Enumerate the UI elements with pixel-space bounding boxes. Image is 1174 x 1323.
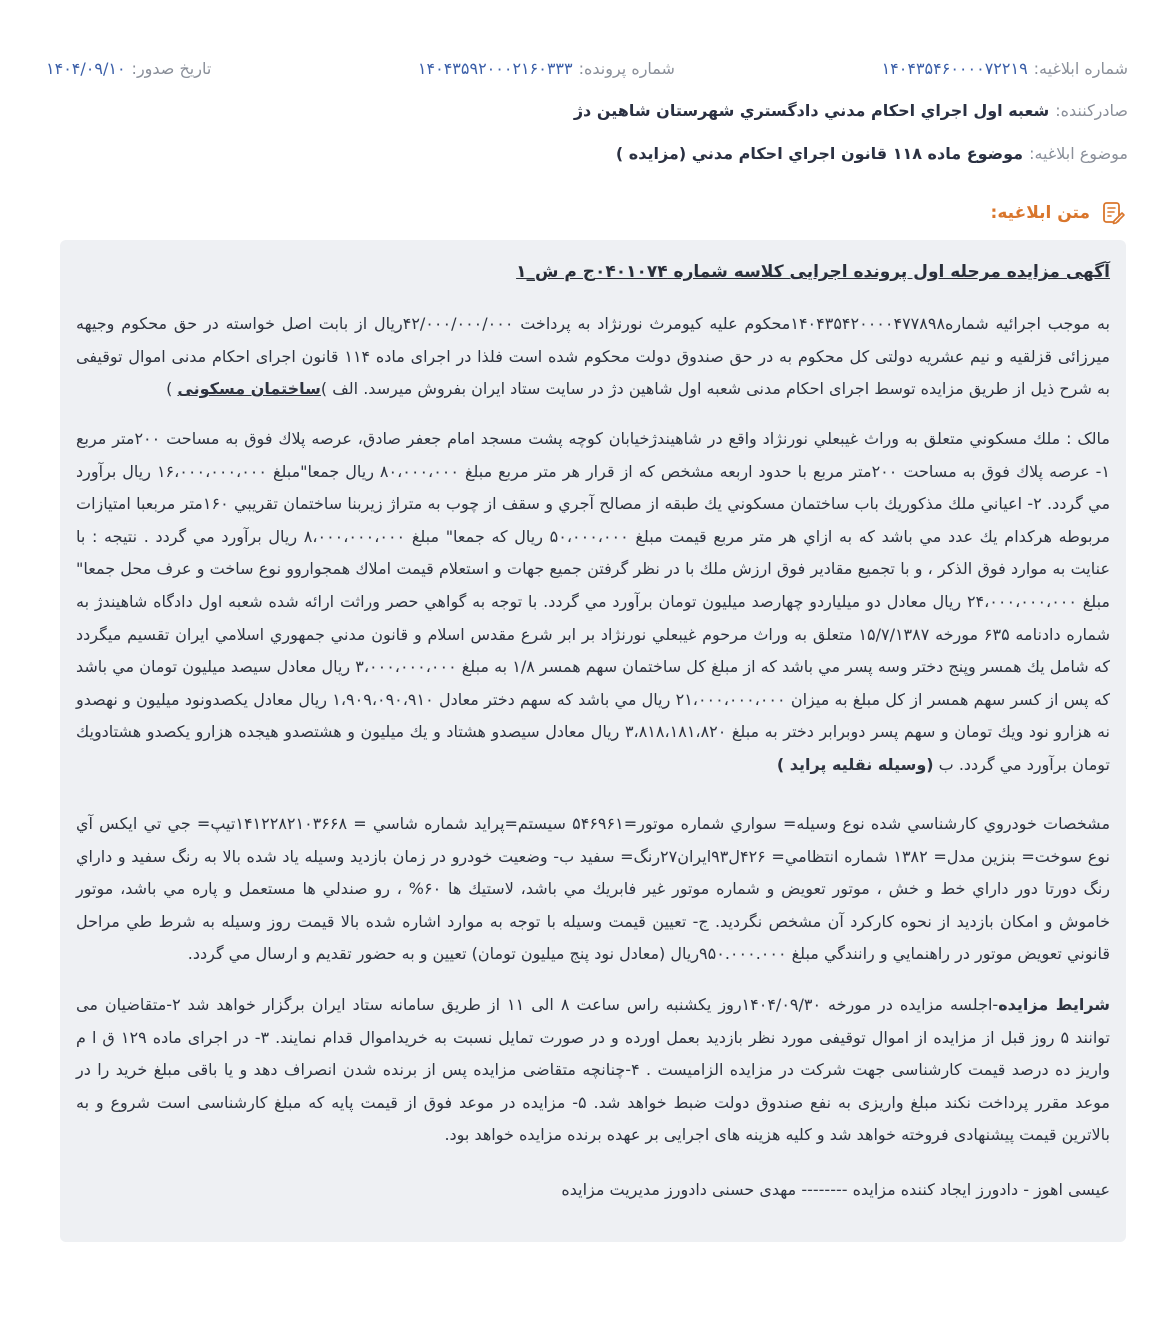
notice-number-label: شماره ابلاغیه: [1033,59,1128,78]
issue-date-label: تاریخ صدور: [131,59,212,78]
signature: عیسی اهوز - دادورز ایجاد کننده مزایده -------- مهدی حسنی دادورز مدیریت مزایده [561,1180,1110,1199]
paragraph-4-bold: شرایط مزایده [998,995,1111,1014]
subject-label: موضوع ابلاغیه: [1029,144,1128,163]
meta-row-subject [46,143,1128,165]
paragraph-auction-terms [76,989,1110,1152]
notice-body [60,240,1126,1242]
notice-number [882,58,1128,80]
paragraph-1-bold: ساختمان مسکونی [177,379,321,399]
paragraph-property [76,423,1110,782]
issuer [574,100,1128,122]
subject-value: موضوع ماده ۱۱۸ قانون اجراي احكام مدني (مزايده ) [615,144,1024,163]
subject [616,143,1128,165]
issuer-value: شعبه اول اجراي احكام مدني دادگستري شهرستان شاهين دژ [573,101,1050,120]
issue-date-value: ۱۴۰۴/۰۹/۱۰ [46,59,126,78]
case-number [418,58,675,80]
issue-date [46,58,211,80]
paragraph-vehicle [76,808,1110,971]
case-number-label: شماره پرونده: [578,59,675,78]
paragraph-1-end: ) [166,379,178,399]
notice-heading-label: متن ابلاغیه: [990,203,1090,223]
issuer-label: صادرکننده: [1055,101,1128,120]
paragraph-execution-order [76,308,1110,406]
notice-number-value: ۱۴۰۴۳۵۴۶۰۰۰۰۷۲۲۱۹ [881,59,1028,78]
case-number-value: ۱۴۰۴۳۵۹۲۰۰۰۲۱۶۰۳۳۳ [417,59,573,78]
meta-row-issuer [46,100,1128,122]
paragraph-2-text: مالک : ملك مسكوني متعلق به وراث غيبعلي نورنژاد واقع در شاهيندژخيابان كوچه پشت مسجد امام جعفر صادق، عرصه پلاك فوق به مساحت ۲۰۰متر مربع ۱- عرصه پلاك فوق به مساحت ۲۰۰متر مربع با حدود اربعه مشخص كه از قرار هر متر مربع مبلغ ۸۰،۰۰۰،۰۰۰ ريال جمعا"مبلغ ۱۶،۰۰۰،۰۰۰،۰۰۰ ريال برآورد مي گردد. ۲- اعياني ملك مذكوريك باب ساختمان مسكوني يك طبقه از مصالح آجري و سقف از چوب به متراژ زيربنا ساختمان تقريبي ۱۶۰متر مربعبا امتيازات مربوطه هركدام يك عدد مي باشد كه به ازاي هر متر مربع قيمت مبلغ ۵۰،۰۰۰،۰۰۰ ريال كه جمعا" مبلغ ۸،۰۰۰،۰۰۰،۰۰۰ ريال برآورد مي گردد . نتيجه : با عنايت به موارد فوق الذكر ، و با تجميع مقادير فوق ارزش ملك با در نظر گرفتن جميع جهات و استعلام قيمت املاك همجواروو نوع ساخت و عرف محل جمعا" مبلغ ۲۴،۰۰۰،۰۰۰،۰۰۰ ريال معادل دو ميلياردو چهارصد ميليون تومان برآورد مي گردد. با توجه به گواهي حصر وراثت ارائه شده شعبه اول دادگاه شاهيندژ به شماره دادنامه ۶۳۵ مورخه ۱۵/۷/۱۳۸۷ متعلق به وراث مرحوم غيبعلي نورنژاد بر ابر شرع مقدس اسلام و قانون مدني جمهوري اسلامي ايران تقسيم ميگردد كه شامل يك همسر وپنج دختر وسه پسر مي باشد كه از مبلغ كل ساختمان سهم همسر ۱/۸ به مبلغ ۳،۰۰۰،۰۰۰،۰۰۰ ريال معادل سيصد ميليون تومان مي باشد كه پس از كسر سهم همسر از كل مبلغ به ميزان ۲۱،۰۰۰،۰۰۰،۰۰۰ ريال مي باشد كه سهم دختر معادل ۱،۹۰۹،۰۹۰،۹۱۰ ريال معادل يكصدونود ميليون و نهصدو نه هزارو نود ويك تومان و سهم پسر دوبرابر دختر به مبلغ ۳،۸۱۸،۱۸۱،۸۲۰ ريال معادل سيصدو هشتاد و يك ميليون و هشتصدو هيجده هزارو يكصدو هشتادويك تومان برآورد مي گردد. ب [76,429,1111,774]
paragraph-1-text: به موجب اجرائیه شماره۱۴۰۴۳۵۴۲۰۰۰۰۴۷۷۸۹۸محکوم علیه کیومرث نورنژاد به پرداخت ۴۲/۰۰۰/۰۰۰/۰۰۰ریال از بابت اصل خواسته در حق محکوم وجیهه میرزائی قزلقیه و نیم عشریه دولتی کل محکوم به در حق صندوق دولت محکوم شده است فلذا در اجرای ماده ۱۱۴ قانون اجرای احکام مدنی اموال توقیفی به شرح ذیل از طریق مزایده توسط اجرای احکام مدنی شعبه اول شاهین دژ در سایت ستاد ایران بفروش میرسد. الف ) [76,314,1111,399]
paragraph-2-bold: (وسيله نقليه پرايد ) [776,754,934,774]
paragraph-3-text: مشخصات خودروي كارشناسي شده نوع وسيله= سواري شماره موتور=۵۴۶۹۶۱ سيستم=پرايد شماره شاسي = ۱۴۱۲۲۸۲۱۰۳۶۶۸تيپ= جي تي ايكس آي نوع سوخت= بنزين مدل= ۱۳۸۲ شماره انتظامي= ۴۲۶ل۹۳ايران۲۷رنگ= سفيد ب- وضعيت خودرو در زمان بازديد وسيله ياد شده بالا به رنگ سفيد و داراي رنگ دورتا دور داراي خط و خش ، موتور تعويض و شماره موتور غير فابريك مي باشد، لاستيك ها ۶۰% ، رو صندلي ها مستعمل و پاره مي باشد، موتور خاموش و امكان بازديد از نحوه كاركرد آن مشخص نگرديد. ج- تعيين قيمت وسيله با توجه به موارد اشاره شده بالا قيمت روز وسيله به شرط طي مراحل قانوني تعويض موتور در راهنمايي و رانندگي مبلغ ۹۵۰.۰۰۰.۰۰۰ريال (معادل نود پنج ميليون تومان) تعيين و به حضور تقديم و ارسال مي گردد. [76,814,1111,964]
notice-heading [991,200,1126,226]
paragraph-4-text: -اجلسه مزایده در مورخه ۱۴۰۴/۰۹/۳۰روز یکشنبه راس ساعت ۸ الی ۱۱ از طریق سامانه ستاد ایران برگزار خواهد شد ۲-متقاضیان می توانند ۵ روز قبل از مزایده از اموال توقیفی مورد نظر بازدید بعمل اورده و در صورت تمایل نسبت به خریداموال قدام نمایند. ۳- در اجرای ماده ۱۲۹ ق ا م واریز ده درصد قیمت کارشناسی جهت شرکت در مزایده الزامیست . ۴-چنانچه متقاضی مزایده پس از برنده شدن انصراف دهد و یا باقی مبلغ خرید را در موعد مقرر پرداخت نکند مبلغ واریزی به نفع صندوق دولت ضبط خواهد شد. ۵- مزایده در موعد فوق از قیمت پایه که مبلغ کارشناسی است شروع و به بالاترین قیمت پیشنهادی فروخته خواهد شد و کلیه هزینه های اجرایی بر عهده برنده مزایده خواهد بود. [76,995,1110,1145]
document-edit-icon [1100,200,1126,226]
meta-row-numbers [46,58,1128,80]
notice-title: آگهی مزایده مرحله اول پرونده اجرایی کلاسه شماره ۰۴۰۱۰۷۴ج م ش_۱ [516,262,1110,282]
